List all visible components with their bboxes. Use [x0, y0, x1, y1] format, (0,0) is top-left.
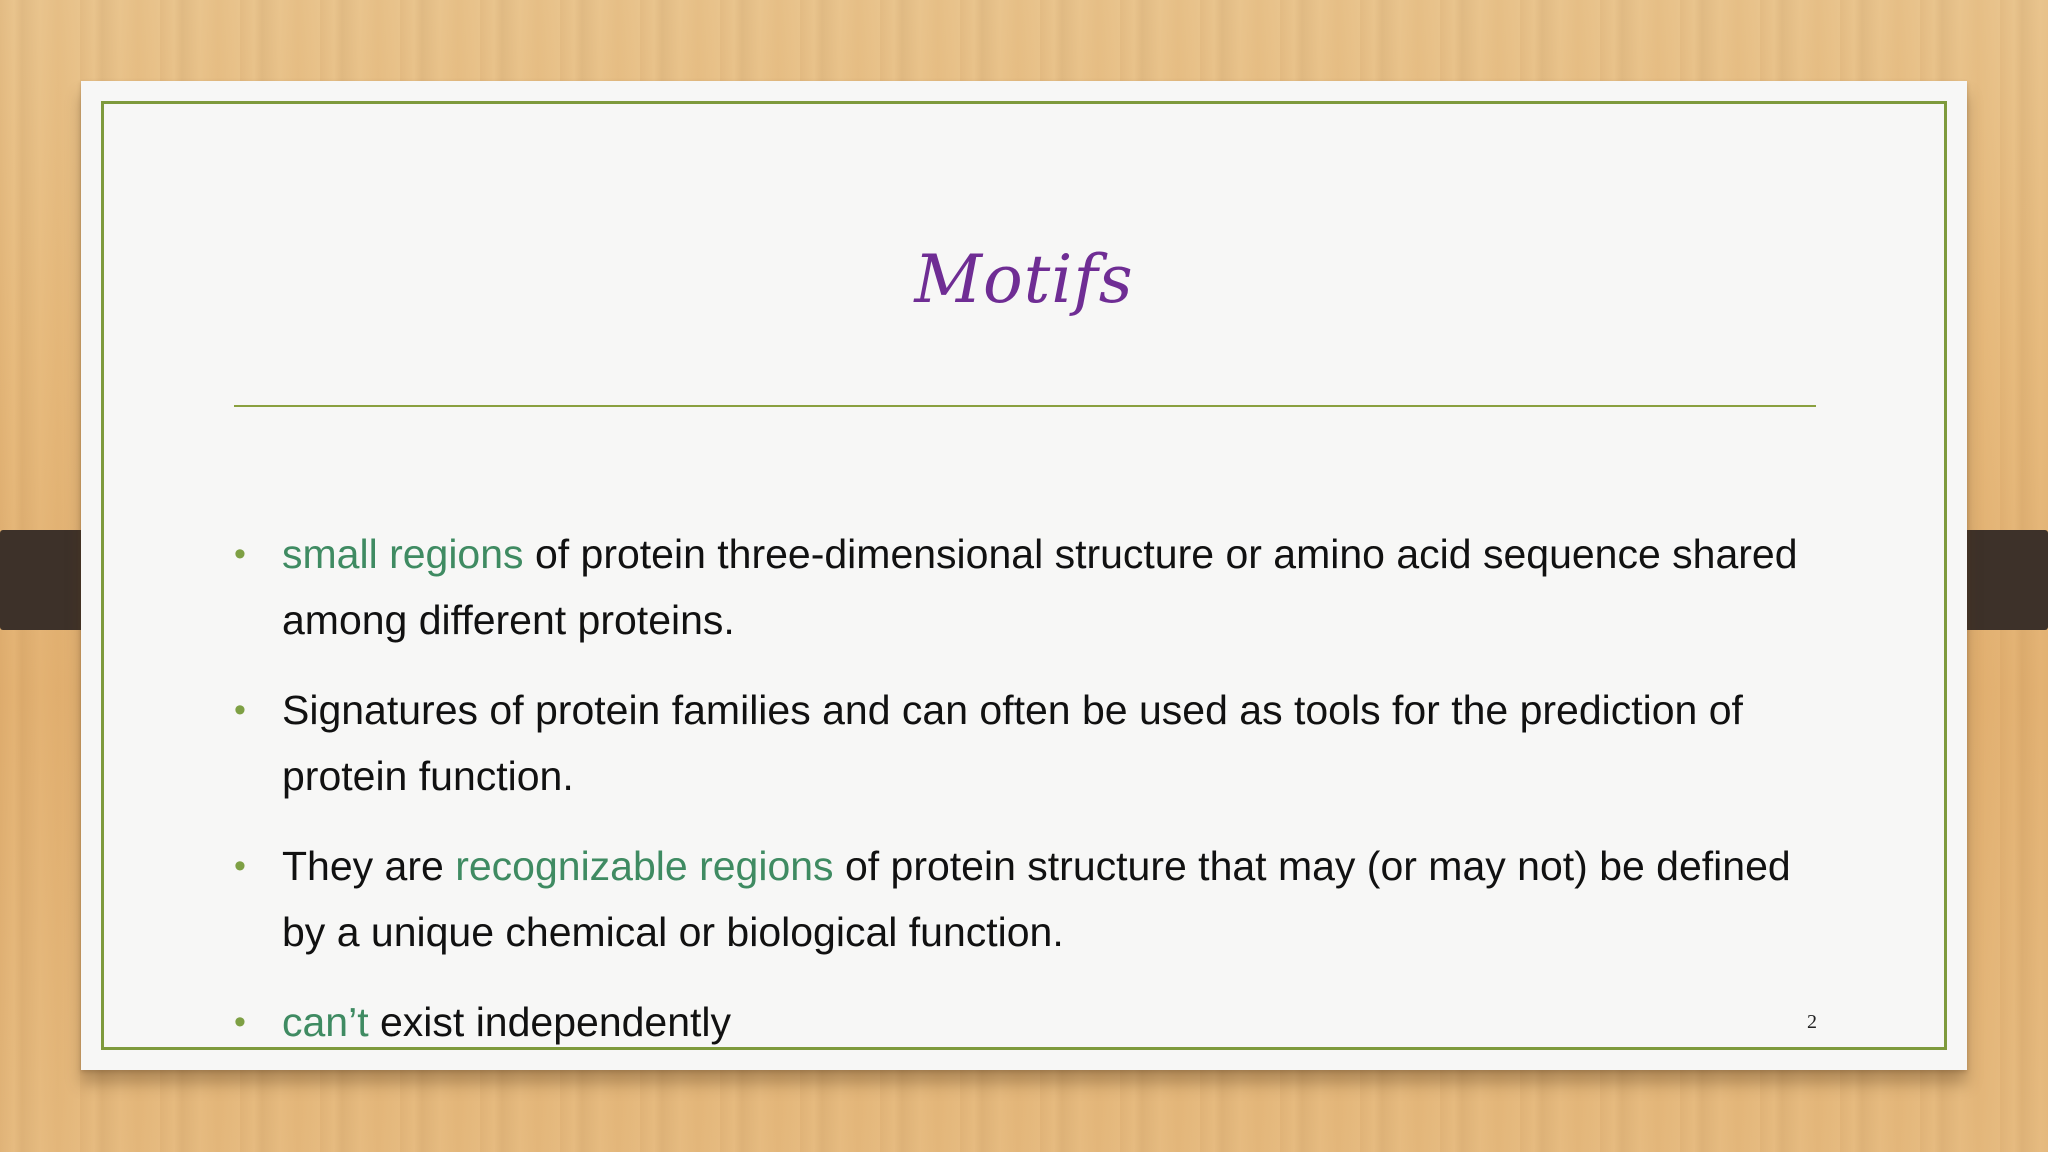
bullet-list — [234, 521, 1834, 1079]
bullet-dot-icon: • — [234, 847, 246, 885]
bullet-item — [234, 989, 1834, 1055]
bullet-accent-text: can’t — [282, 999, 369, 1045]
bullet-dot-icon: • — [234, 691, 246, 729]
title-divider — [234, 405, 1816, 407]
bullet-accent-text: recognizable regions — [455, 843, 834, 889]
bullet-text: of protein structure that may (or may not) be defined by a unique chemical or biological function. — [282, 843, 1791, 955]
bullet-dot-icon: • — [234, 535, 246, 573]
slide — [81, 81, 1967, 1070]
bullet-text: of protein three-dimensional structure or amino acid sequence shared among different proteins. — [282, 531, 1798, 643]
page-number: 2 — [1807, 1011, 1817, 1033]
bullet-accent-text: small regions — [282, 531, 524, 577]
bullet-item — [234, 833, 1834, 965]
bullet-item — [234, 521, 1834, 653]
bullet-text: Signatures of protein families and can often be used as tools for the prediction of protein function. — [282, 687, 1743, 799]
bullet-lead-text: They are — [282, 843, 456, 889]
bullet-dot-icon: • — [234, 1003, 246, 1041]
bullet-item — [234, 677, 1834, 809]
bullet-text: exist independently — [368, 999, 732, 1045]
slide-title: Motifs — [914, 241, 1134, 318]
